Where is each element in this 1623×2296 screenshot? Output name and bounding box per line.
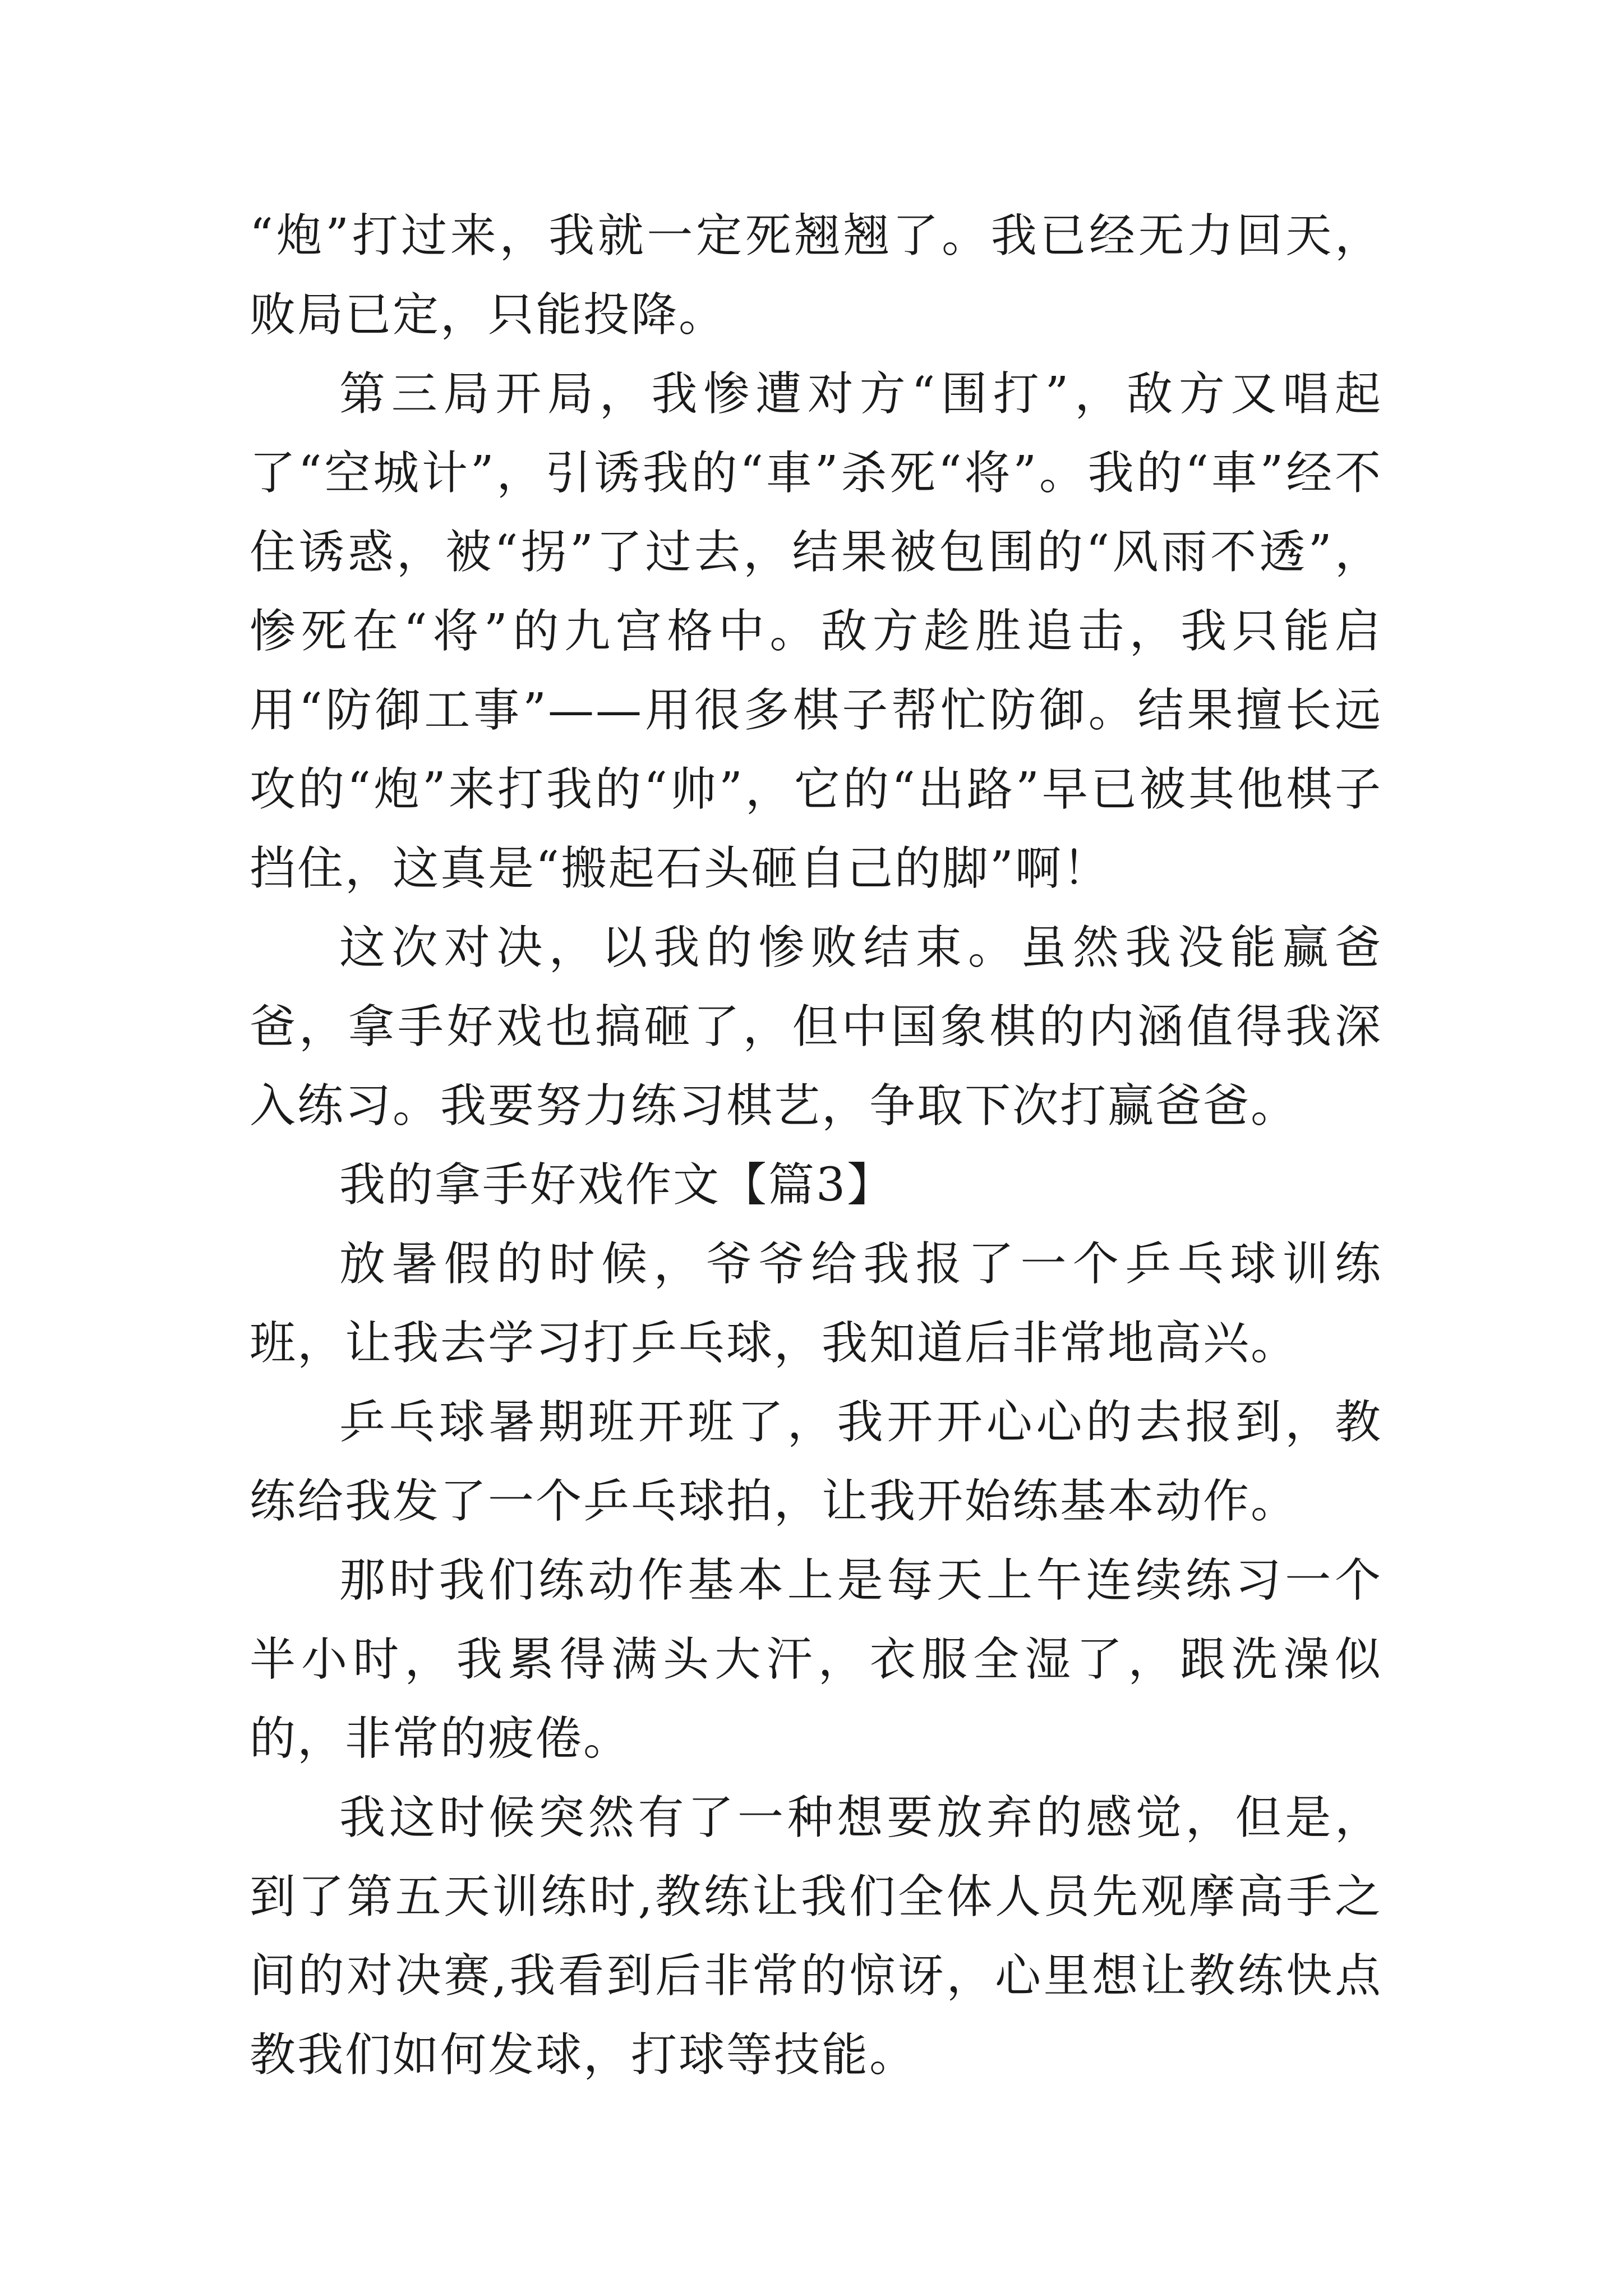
paragraph-5: 乒乓球暑期班开班了，我开开心心的去报到，教练给我发了一个乒乓球拍，让我开始练基本动作。 — [250, 1396, 1382, 1528]
document-body — [250, 196, 1382, 2095]
paragraph-3: 这次对决，以我的惨败结束。虽然我没能赢爸爸，拿手好戏也搞砸了，但中国象棋的内涵值得我深入练习。我要努力练习棋艺，争取下次打赢爸爸。 — [250, 921, 1382, 1133]
paragraph-2: 第三局开局，我惨遭对方“围打”，敌方又唱起了“空城计”，引诱我的“車”杀死“将”。我的“車”经不住诱惑，被“拐”了过去，结果被包围的“风雨不透”，惨死在“将”的九宫格中。敌方趁胜追击，我只能启用“防御工事”——用很多棋子帮忙防御。结果擅长远攻的“炮”来打我的“帅”，它的“出路”早已被其他棋子挡住，这真是“搬起石头砸自己的脚”啊！ — [250, 367, 1382, 895]
paragraph-1: “炮”打过来，我就一定死翘翘了。我已经无力回天，败局已定，只能投降。 — [250, 209, 1382, 342]
paragraph-7: 我这时候突然有了一种想要放弃的感觉，但是，到了第五天训练时,教练让我们全体人员先观摩高手之间的对决赛,我看到后非常的惊讶，心里想让教练快点教我们如何发球，打球等技能。 — [250, 1791, 1382, 2082]
section-heading: 我的拿手好戏作文【篇3】 — [339, 1158, 895, 1212]
paragraph-6: 那时我们练动作基本上是每天上午连续练习一个半小时，我累得满头大汗，衣服全湿了，跟洗澡似的，非常的疲倦。 — [250, 1554, 1382, 1765]
paragraph-4: 放暑假的时候，爷爷给我报了一个乒乓球训练班，让我去学习打乒乓球，我知道后非常地高兴。 — [250, 1237, 1382, 1370]
